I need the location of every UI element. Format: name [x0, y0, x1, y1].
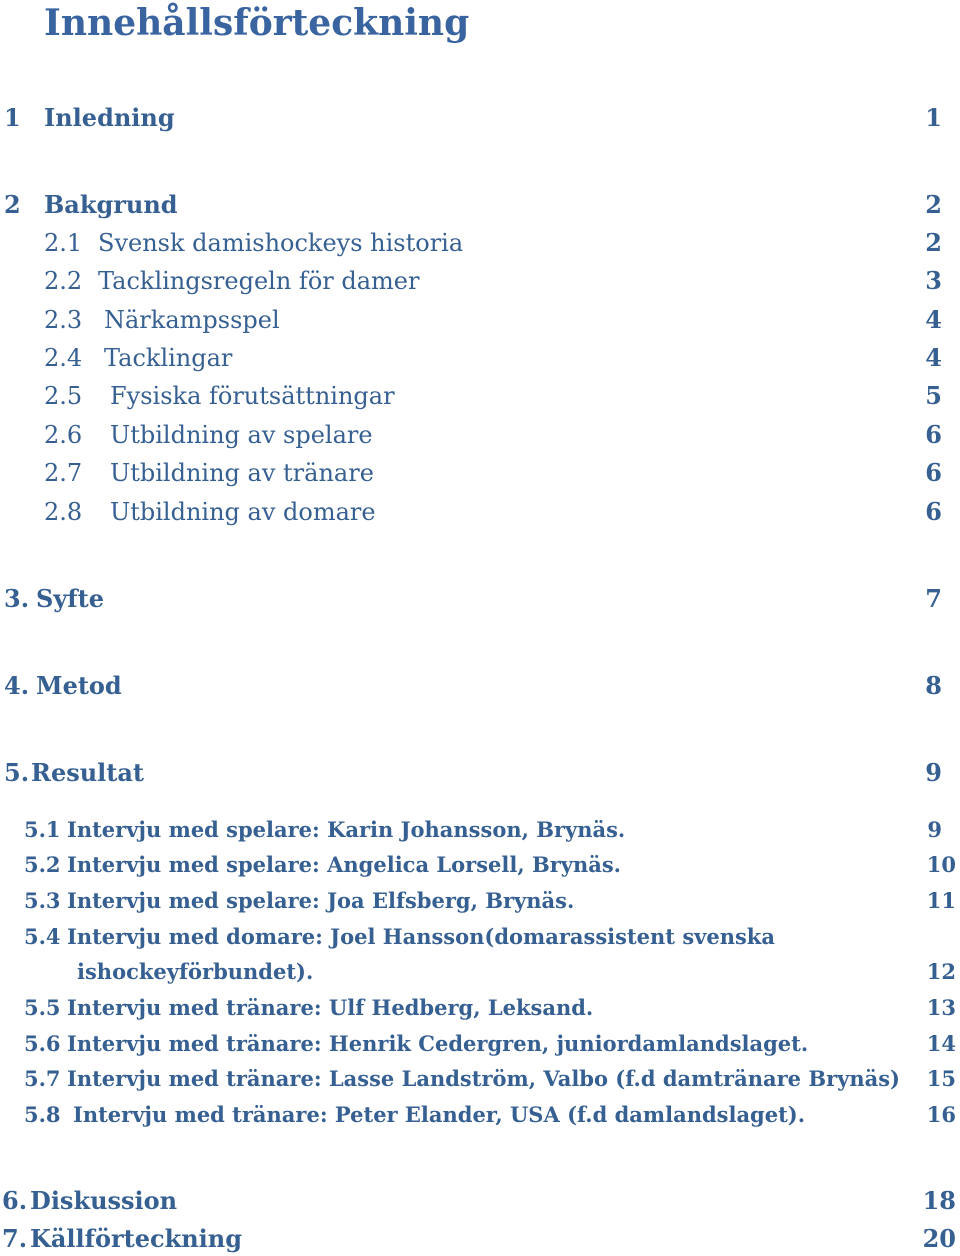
- toc-label: Intervju med spelare: Karin Johansson, Brynäs.: [67, 817, 626, 842]
- toc-page: 7: [925, 584, 942, 613]
- toc-number: 2.8: [44, 498, 83, 526]
- toc-entry-2-4[interactable]: [0, 343, 960, 373]
- toc-entry-5-5[interactable]: [0, 994, 960, 1024]
- toc-label: Intervju med spelare: Joa Elfsberg, Brynäs.: [67, 888, 575, 913]
- toc-entry-5-1[interactable]: [0, 816, 960, 846]
- toc-label: Intervju med tränare: Peter Elander, USA (f.d damlandslaget).: [73, 1102, 806, 1127]
- toc-entry-5-7[interactable]: [0, 1065, 960, 1095]
- toc-number: 6.: [2, 1186, 28, 1215]
- toc-number: 5.8: [24, 1102, 61, 1127]
- toc-entry-metod[interactable]: [0, 671, 960, 701]
- toc-entry-5-3[interactable]: [0, 887, 960, 917]
- toc-number: 2.2: [44, 267, 83, 295]
- toc-page: 4: [925, 343, 942, 372]
- toc-label: ishockeyförbundet).: [77, 959, 314, 984]
- toc-page: 14: [926, 1031, 956, 1056]
- toc-number: 2.4: [44, 344, 83, 372]
- toc-label: Intervju med spelare: Angelica Lorsell, Brynäs.: [67, 852, 621, 877]
- toc-label: Intervju med tränare: Lasse Landström, Valbo (f.d damtränare Brynäs): [67, 1066, 900, 1091]
- toc-number: 2.7: [44, 459, 83, 487]
- toc-entry-2-8[interactable]: [0, 497, 960, 527]
- toc-entry-kallforteckning[interactable]: [0, 1224, 960, 1254]
- toc-number: 5.3: [24, 888, 61, 913]
- toc-page: 1: [925, 103, 942, 132]
- toc-entry-5-6[interactable]: [0, 1030, 960, 1060]
- toc-number: 5.6: [24, 1031, 61, 1056]
- toc-page: 11: [926, 888, 956, 913]
- toc-entry-2-5[interactable]: [0, 381, 960, 411]
- toc-label: Svensk damishockeys historia: [98, 229, 464, 257]
- toc-number: 2: [4, 190, 21, 219]
- toc-label: Inledning: [44, 103, 175, 132]
- toc-page: 3: [925, 266, 942, 295]
- toc-label: Intervju med tränare: Ulf Hedberg, Leksand.: [67, 995, 594, 1020]
- toc-number: 2.5: [44, 382, 83, 410]
- toc-label: Fysiska förutsättningar: [110, 382, 395, 410]
- toc-page: 16: [926, 1102, 956, 1127]
- toc-page: 9: [927, 817, 942, 842]
- toc-page: 5: [925, 381, 942, 410]
- toc-number: 5.4: [24, 924, 61, 949]
- toc-entry-5-4[interactable]: [0, 923, 960, 953]
- toc-entry-2-1[interactable]: [0, 228, 960, 258]
- toc-label: Utbildning av spelare: [110, 421, 373, 449]
- toc-page: 2: [925, 190, 942, 219]
- toc-page: 12: [926, 959, 956, 984]
- toc-label: Intervju med domare: Joel Hansson(domarassistent svenska: [67, 924, 775, 949]
- toc-entry-inledning[interactable]: [0, 103, 960, 133]
- toc-page: 10: [926, 852, 956, 877]
- toc-entry-resultat[interactable]: [0, 758, 960, 788]
- toc-entry-5-2[interactable]: [0, 851, 960, 881]
- toc-label: Bakgrund: [44, 190, 178, 219]
- toc-entry-5-8[interactable]: [0, 1101, 960, 1131]
- toc-page: 15: [926, 1066, 956, 1091]
- toc-entry-2-6[interactable]: [0, 420, 960, 450]
- toc-number: 2.6: [44, 421, 83, 449]
- toc-label: Tacklingar: [104, 344, 233, 372]
- toc-number: 3.: [4, 584, 30, 613]
- toc-label: Intervju med tränare: Henrik Cedergren, juniordamlandslaget.: [67, 1031, 809, 1056]
- toc-label: Diskussion: [30, 1186, 178, 1215]
- toc-page: 18: [922, 1186, 956, 1215]
- toc-number: 5.2: [24, 852, 61, 877]
- toc-page: 9: [925, 758, 942, 787]
- toc-label: Närkampsspel: [104, 306, 280, 334]
- toc-label: Syfte: [36, 584, 104, 613]
- toc-label: Tacklingsregeln för damer: [98, 267, 420, 295]
- toc-label: Källförteckning: [30, 1224, 243, 1253]
- toc-number: 2.3: [44, 306, 83, 334]
- toc-entry-syfte[interactable]: [0, 584, 960, 614]
- toc-entry-bakgrund[interactable]: [0, 190, 960, 220]
- toc-entry-diskussion[interactable]: [0, 1186, 960, 1216]
- toc-page: 6: [925, 497, 942, 526]
- toc-number: 5.5: [24, 995, 61, 1020]
- toc-page: 4: [925, 305, 942, 334]
- toc-page: 13: [926, 995, 956, 1020]
- toc-number: 7.: [2, 1224, 28, 1253]
- toc-number: 5.1: [24, 817, 61, 842]
- toc-label: Utbildning av tränare: [110, 459, 374, 487]
- toc-number: 4.: [4, 671, 30, 700]
- toc-label: Utbildning av domare: [110, 498, 376, 526]
- toc-number: 1: [4, 103, 21, 132]
- toc-number: 5.7: [24, 1066, 61, 1091]
- toc-page: 6: [925, 458, 942, 487]
- toc-page: 20: [922, 1224, 956, 1253]
- page-title: Innehållsförteckning: [44, 2, 470, 44]
- toc-entry-5-4-cont[interactable]: [0, 958, 960, 988]
- toc-label: Resultat: [31, 758, 145, 787]
- toc-entry-2-3[interactable]: [0, 305, 960, 335]
- toc-page: 6: [925, 420, 942, 449]
- toc-page: 2: [925, 228, 942, 257]
- toc-number: 2.1: [44, 229, 83, 257]
- toc-number: 5.: [4, 758, 30, 787]
- toc-entry-2-7[interactable]: [0, 458, 960, 488]
- toc-label: Metod: [36, 671, 122, 700]
- toc-entry-2-2[interactable]: [0, 266, 960, 296]
- toc-page: 8: [925, 671, 942, 700]
